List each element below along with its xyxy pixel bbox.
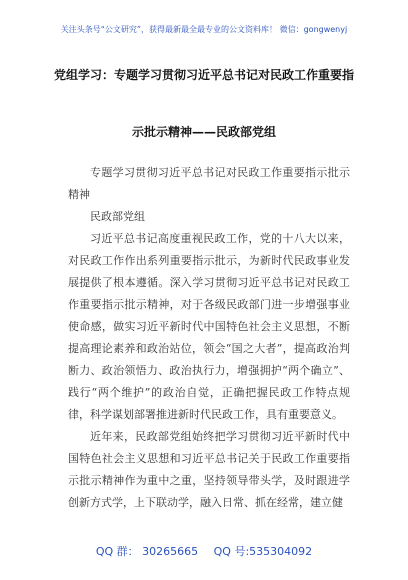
paragraph-main: 习近平总书记高度重视民政工作，党的十八大以来，对民政工作作出系列重要指示批示，为新时代民政事业发展提供了根本遵循。深入学习贯彻习近平总书记对民政工作重要指示批示精神，对于各级民政部门进一步增强事业使命感，做实习近平新时代中国特色社会主义思想，不断提高理论素养和政治站位，领会“国之大者”，提高政治判断力、政治领悟力、政治执行力，增强拥护“两个确立”、践行“两个维护”的政治自觉，正确把握民政工作特点规律，科学谋划部署推进新时代民政工作，具有重要意义。 [68, 232, 350, 421]
footer-qq-number: QQ 号:535304092 [213, 545, 313, 558]
document-title-line-1: 党组学习：专题学习贯彻习近平总书记对民政工作重要指 [53, 68, 354, 82]
header-note: 关注头条号“公文研究”，获得最新最全最专业的公文资料库！ 微信：gongwenyj [60, 25, 348, 34]
document-title-line-2: 示批示精神——民政部党组 [131, 125, 276, 139]
footer-qq-group: QQ 群： 30265665 [95, 545, 199, 558]
paragraph-followup: 近年来，民政部党组始终把学习贯彻习近平新时代中国特色社会主义思想和习近平总书记关于民政工作重要指示批示精神作为重中之重，坚持领导带头学，及时跟进学创新方式学，上下联动学，融入日常、抓在经常，建立健 [68, 430, 350, 509]
footer-contact [0, 543, 408, 559]
paragraph-author: 民政部党组 [90, 210, 145, 223]
paragraph-topic: 专题学习贯彻习近平总书记对民政工作重要指示批示精神 [68, 166, 350, 201]
document-body [68, 162, 350, 514]
